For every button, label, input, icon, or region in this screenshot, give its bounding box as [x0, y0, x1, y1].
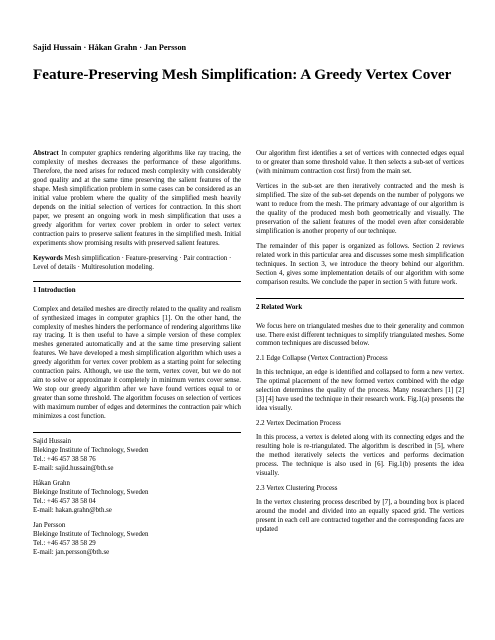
paragraph: Our algorithm first identifies a set of vertices with connected edges equal to or greater than some threshold value. It then selects a sub-set of vertices (with minimum contraction cost first) from the main set.: [256, 150, 464, 175]
keywords-label: Keywords: [33, 254, 63, 262]
paper-title: Feature-Preserving Mesh Simplification: A Greedy Vertex Cover: [33, 66, 452, 83]
keywords-text: Mesh simplification · Feature-preserving · Pair contraction · Level of details · Multiresolution modeling.: [33, 254, 232, 271]
subsection-heading: 2.3 Vertex Clustering Process: [256, 485, 338, 493]
introduction-text: Complex and detailed meshes are directly related to the quality and realism of synthesized images in computer graphics [1]. On the other hand, the complexity of meshes hinders the performance of rendering algorithms like ray tracing. It is then useful to have a simple version of these complex meshes generated automatically and at the same time preserving salient features. We have developed a mesh simplification algorithm which uses a greedy algorithm for vertex cover problem as a starting point for selecting contraction pairs. Although, we use the term, vertex cover, but we do not aim to solve or approximate it completely in minimum vertex cover sense. We stop our greedy algorithm after we have found vertices equal to or greater than some threshold. The algorithm focuses on selection of vertices with maximum number of edges and determines the contraction pair which minimizes a cost function.: [33, 305, 241, 421]
affiliation-3: [33, 522, 241, 558]
abstract: [33, 150, 241, 249]
keywords: [33, 255, 241, 273]
author-name: Jan Persson: [33, 521, 66, 529]
affiliations: [33, 438, 241, 558]
footnote-divider: [33, 432, 241, 433]
section-heading-related-work: 2 Related Work: [256, 303, 303, 311]
email: E-mail: sajid.hussain@bth.se: [33, 465, 114, 473]
paragraph: In this process, a vertex is deleted along with its connecting edges and the resulting hole is re-triangulated. The algorithm is described in [5], where the method iteratively selects the vertices and performs decimation process. The technique is also used in [6]. Fig.1(b) presents the idea visually.: [256, 434, 464, 478]
divider: [33, 281, 241, 282]
email: E-mail: jan.persson@bth.se: [33, 548, 110, 556]
telephone: Tel.: +46 457 38 58 76: [33, 456, 96, 464]
institution: Blekinge Institute of Technology, Sweden: [33, 530, 149, 538]
paragraph: In this technique, an edge is identified and collapsed to form a new vertex. The optimal placement of the new formed vertex combined with the edge selection determines the quality of the process. Many researchers [1] [2] [3] [4] have used the technique in their research work. Fig.1(a) presents the idea visually.: [256, 369, 464, 413]
author-list: Sajid Hussain · Håkan Grahn · Jan Persson: [33, 43, 187, 52]
right-column: [256, 150, 464, 541]
affiliation-2: [33, 480, 241, 516]
left-column: [33, 150, 241, 564]
divider: [256, 298, 464, 299]
paragraph: Vertices in the sub-set are then iteratively contracted and the mesh is simplified. The size of the sub-set depends on the number of polygons we want to reduce from the mesh. The primary advantage of our algorithm is the quality of the produced mesh both geometrically and visually. The preservation of the salient features of the model even after considerable simplification is another property of our technique.: [256, 182, 464, 235]
telephone: Tel.: +46 457 38 58 04: [33, 497, 96, 505]
author-name: Håkan Grahn: [33, 480, 70, 488]
abstract-text: In computer graphics rendering algorithms like ray tracing, the complexity of meshes decreases the performance of these algorithms. Therefore, the need arises for reduced mesh complexity with considerably good quality and at the same time preserving the salient features of the shape. Mesh simplification problem in some cases can be considered as an initial value problem where the quality of the simplified mesh heavily depends on the initial selection of vertices for contraction. In this short paper, we present an ongoing work in mesh simplification that uses a greedy algorithm for vertex cover problem in order to select vertex contraction pairs to preserve salient features in the simplified mesh. Initial experiments show promising results with preserved salient features.: [33, 150, 241, 247]
institution: Blekinge Institute of Technology, Sweden: [33, 447, 149, 455]
abstract-label: Abstract: [33, 150, 59, 157]
telephone: Tel.: +46 457 38 58 29: [33, 539, 96, 547]
paragraph: The remainder of this paper is organized as follows. Section 2 reviews related work in this particular area and discusses some mesh simplification techniques. In section 3, we introduce the theory behind our algorithm. Section 4, gives some implementation details of our algorithm with some comparison results. We conclude the paper in section 5 with future work.: [256, 242, 464, 286]
subsection-heading: 2.1 Edge Collapse (Vertex Contraction) Process: [256, 355, 388, 363]
paragraph: We focus here on triangulated meshes due to their generality and common use. There exist different techniques to simplify triangulated meshes. Some common techniques are discussed below.: [256, 322, 464, 348]
author-name: Sajid Hussain: [33, 438, 72, 446]
section-heading-introduction: 1 Introduction: [33, 286, 76, 294]
institution: Blekinge Institute of Technology, Sweden: [33, 489, 149, 496]
paragraph: In the vertex clustering process described by [7], a bounding box is placed around the model and divided into an equally spaced grid. The vertices present in each cell are contracted together and the corresponding faces are updated: [256, 499, 464, 533]
subsection-heading: 2.2 Vertex Decimation Process: [256, 420, 341, 428]
affiliation-1: [33, 438, 241, 474]
email: E-mail: hakan.grahn@bth.se: [33, 506, 112, 514]
